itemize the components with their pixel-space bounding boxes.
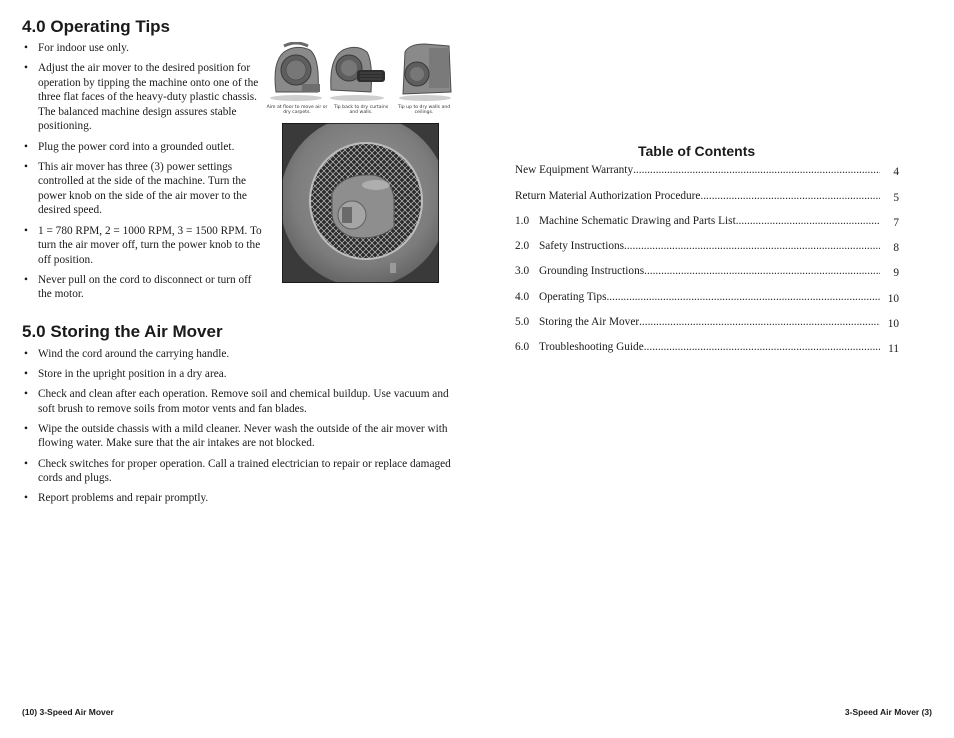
toc-leader [624, 240, 880, 252]
toc-entry-page: 7 [893, 217, 899, 229]
toc-entry-page: 10 [887, 293, 899, 305]
operating-tips-list [22, 41, 266, 308]
toc-entry-title: Safety Instructions [539, 240, 625, 252]
storing-list [22, 347, 462, 511]
caption-tip-up: Tip up to dry walls and ceilings. [397, 105, 451, 116]
toc-entry [515, 316, 899, 328]
list-item: • Report problems and repair promptly. [22, 491, 462, 506]
list-item: • Wind the cord around the carrying handle. [22, 347, 462, 362]
toc-entry-page: 4 [893, 166, 899, 178]
list-item: • 1 = 780 RPM, 2 = 1000 RPM, 3 = 1500 RPM. To turn the air mover off, turn the power knob to the off position. [22, 224, 266, 268]
list-item: • Never pull on the cord to disconnect or turn off the motor. [22, 273, 266, 302]
toc-entry-title: Troubleshooting Guide [539, 341, 644, 353]
toc-entry-number: 5.0 [515, 316, 530, 328]
left-page-footer: (10) 3-Speed Air Mover [22, 707, 114, 717]
list-item: • Check switches for proper operation. Call a trained electrician to repair or replace damaged cords and plugs. [22, 457, 462, 486]
toc-entry-title: Operating Tips [539, 291, 607, 303]
toc-entry-number: 1.0 [515, 215, 530, 227]
toc-entry-page: 11 [888, 343, 899, 355]
list-item: • Store in the upright position in a dry area. [22, 367, 462, 382]
air-mover-floor-position-image [266, 42, 326, 102]
list-item: • Check and clean after each operation. Remove soil and chemical buildup. Use vacuum and soft brush to remove soils from motor vents and fan blades. [22, 387, 462, 416]
toc-leader [633, 164, 880, 176]
caption-floor: Aim at floor to move air or dry carpets. [266, 105, 328, 116]
toc-entry [515, 164, 899, 176]
right-page-footer: 3-Speed Air Mover (3) [844, 707, 932, 717]
toc-entry-title: Machine Schematic Drawing and Parts List [539, 215, 736, 227]
toc-entry [515, 215, 899, 227]
air-mover-tipped-back-image [327, 42, 387, 102]
list-item: • Plug the power cord into a grounded outlet. [22, 140, 266, 155]
toc-leader [644, 265, 880, 277]
toc-entry [515, 240, 899, 252]
caption-tip-back: Tip back to dry curtains and walls. [333, 105, 389, 116]
air-mover-fan-closeup-photo [282, 123, 439, 283]
toc-entry-page: 5 [893, 192, 899, 204]
toc-entry-number: 6.0 [515, 341, 530, 353]
list-item: • For indoor use only. [22, 41, 266, 56]
toc-leader [736, 215, 880, 227]
toc-leader [700, 190, 880, 202]
toc-entry [515, 291, 899, 303]
toc-entry [515, 341, 899, 353]
toc-entry-page: 10 [887, 318, 899, 330]
toc-entry-number: 4.0 [515, 291, 530, 303]
list-item: • This air mover has three (3) power settings controlled at the side of the machine. Turn the power knob on the side of the air mover to the desired speed. [22, 160, 266, 218]
toc-entry-title: New Equipment Warranty [515, 164, 634, 176]
section-4-heading: 4.0 Operating Tips [22, 17, 171, 36]
toc-heading: Table of Contents [638, 143, 756, 159]
toc-entry-title: Storing the Air Mover [539, 316, 640, 328]
section-5-heading: 5.0 Storing the Air Mover [22, 322, 223, 341]
list-item: • Adjust the air mover to the desired position for operation by tipping the machine onto one of the three flat faces of the heavy-duty plastic chassis. The balanced machine design assures stable positioning. [22, 61, 266, 134]
toc-entry-title: Grounding Instructions [539, 265, 645, 277]
toc-entry [515, 190, 899, 202]
air-mover-tipped-up-image [395, 42, 455, 102]
toc-entry-title: Return Material Authorization Procedure [515, 190, 701, 202]
toc-entry [515, 265, 899, 277]
toc-entry-page: 9 [893, 267, 899, 279]
toc-leader [606, 291, 880, 303]
toc-leader [639, 316, 880, 328]
toc-entry-page: 8 [893, 242, 899, 254]
toc-leader [644, 341, 880, 353]
toc-entry-number: 3.0 [515, 265, 530, 277]
toc-entry-number: 2.0 [515, 240, 530, 252]
list-item: • Wipe the outside chassis with a mild cleaner. Never wash the outside of the air mover with flowing water. Make sure that the air intakes are not blocked. [22, 422, 462, 451]
